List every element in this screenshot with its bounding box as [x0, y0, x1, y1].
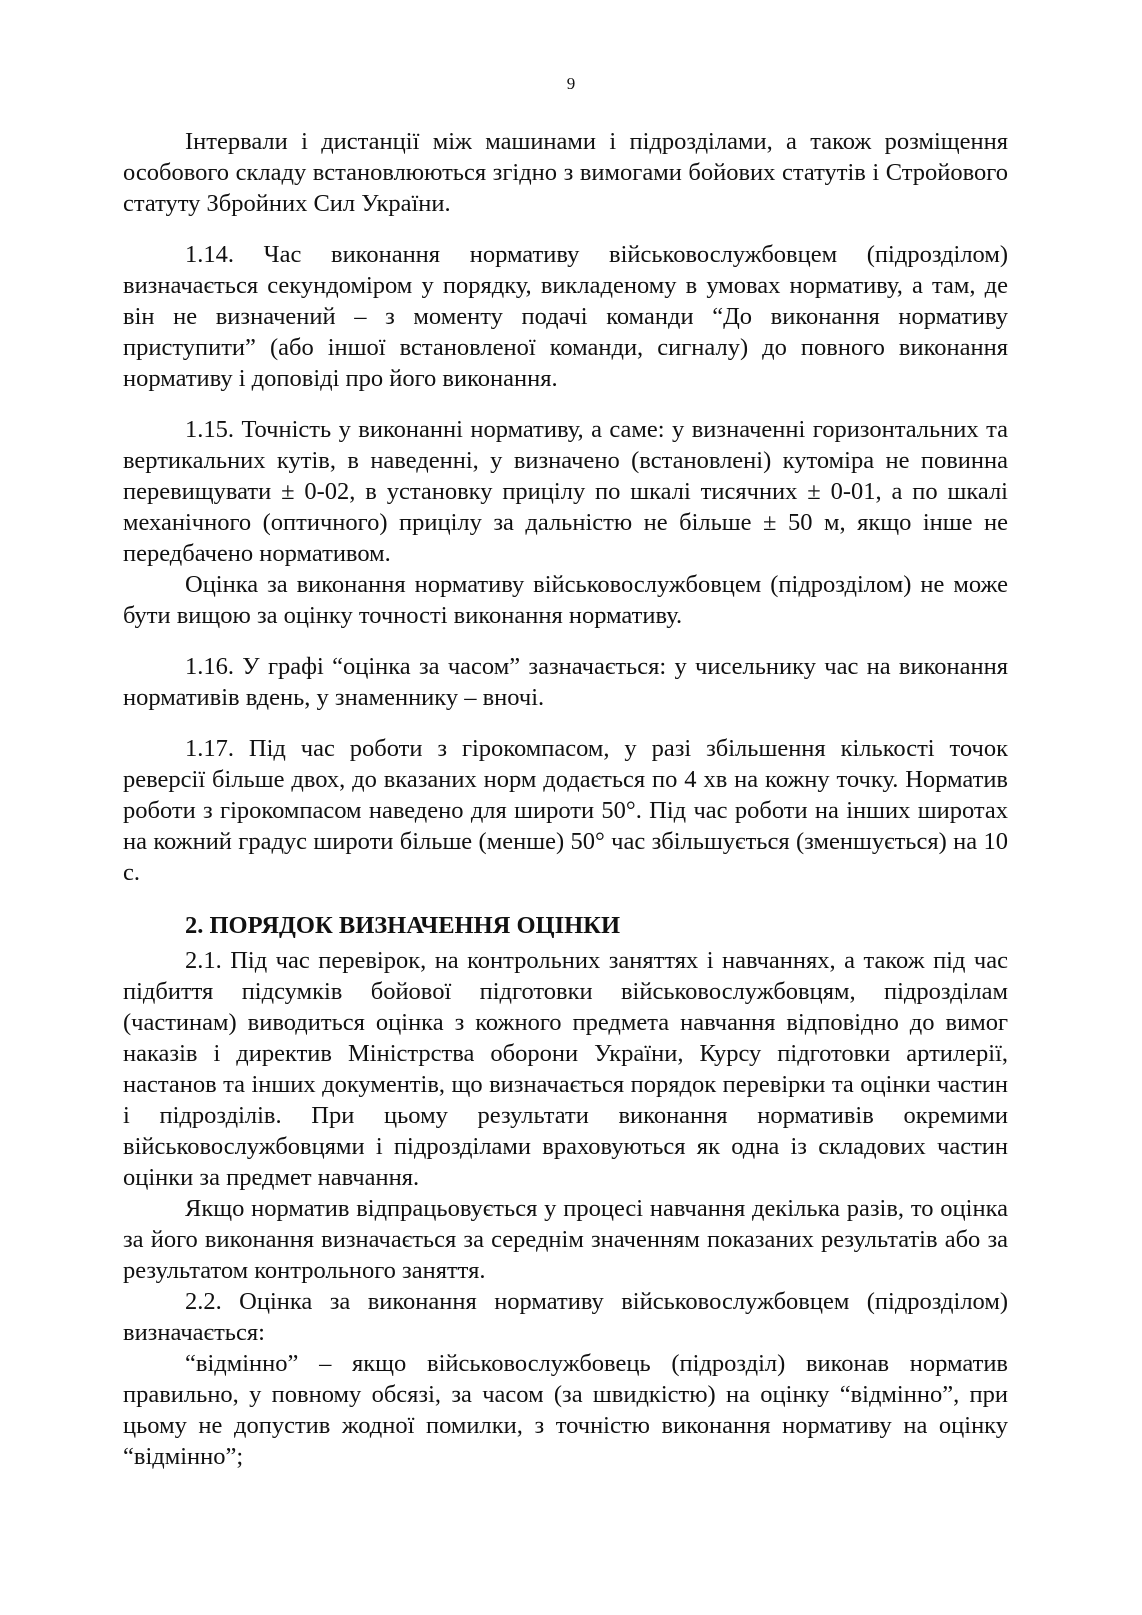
paragraph-1-16: 1.16. У графі “оцінка за часом” зазначається: у чисельнику час на виконання нормативів вдень, у знаменнику – вночі. [123, 653, 1008, 711]
paragraph-1-17: 1.17. Під час роботи з гірокомпасом, у разі збільшення кількості точок реверсії більше двох, до вказаних норм додається по 4 хв на кожну точку. Норматив роботи з гірокомпасом наведено для широти 50°. Під час роботи на інших широтах на кожний градус широти більше (менше) 50° час збільшується (зменшується) на 10 с. [123, 735, 1008, 886]
paragraph-1-14: 1.14. Час виконання нормативу військовослужбовцем (підрозділом) визначається секундоміром у порядку, викладеному в умовах нормативу, а там, де він не визначений – з моменту подачі команди “До виконання нормативу приступити” (або іншої встановленої команди, сигналу) до повного виконання нормативу і доповіді про його виконання. [123, 241, 1008, 392]
paragraph-2-2: 2.2. Оцінка за виконання нормативу військовослужбовцем (підрозділом) визначається: [123, 1288, 1008, 1346]
document-body [123, 126, 1008, 1472]
paragraph-1-15: 1.15. Точність у виконанні нормативу, а саме: у визначенні горизонтальних та вертикальних кутів, в наведенні, у визначено (встановлені) кутоміра не повинна перевищувати ± 0-02, в установку прицілу по шкалі тисячних ± 0-01, а по шкалі механічного (оптичного) прицілу за дальністю не більше ± 50 м, якщо інше не передбачено нормативом. [123, 416, 1008, 567]
paragraph-1-15-assessment: Оцінка за виконання нормативу військовослужбовцем (підрозділом) не може бути вищою за оцінку точності виконання нормативу. [123, 571, 1008, 629]
page-number: 9 [566, 74, 576, 93]
paragraph-2-1: 2.1. Під час перевірок, на контрольних заняттях і навчаннях, а також під час підбиття підсумків бойової підготовки військовослужбовцям, підрозділам (частинам) виводиться оцінка з кожного предмета навчання відповідно до вимог наказів і директив Міністрства оборони України, Курсу підготовки артилерії, настанов та інших документів, що визначається порядок перевірки та оцінки частин і підрозділів. При цьому результати виконання нормативів окремими військовослужбовцями і підрозділами враховуються як одна із складових частин оцінки за предмет навчання. [123, 947, 1008, 1191]
paragraph-2-1-repeat: Якщо норматив відпрацьовується у процесі навчання декілька разів, то оцінка за його виконання визначається за середнім значенням показаних результатів або за результатом контрольного заняття. [123, 1195, 1008, 1284]
paragraph-excellent-grade: “відмінно” – якщо військовослужбовець (підрозділ) виконав норматив правильно, у повному обсязі, за часом (за швидкістю) на оцінку “відмінно”, при цьому не допустив жодної помилки, з точністю виконання нормативу на оцінку “відмінно”; [123, 1350, 1008, 1470]
section-heading: 2. ПОРЯДОК ВИЗНАЧЕННЯ ОЦІНКИ [185, 912, 620, 939]
paragraph-intervals: Інтервали і дистанції між машинами і підрозділами, а також розміщення особового складу встановлюються згідно з вимогами бойових статутів і Стройового статуту Збройних Сил України. [123, 128, 1008, 217]
